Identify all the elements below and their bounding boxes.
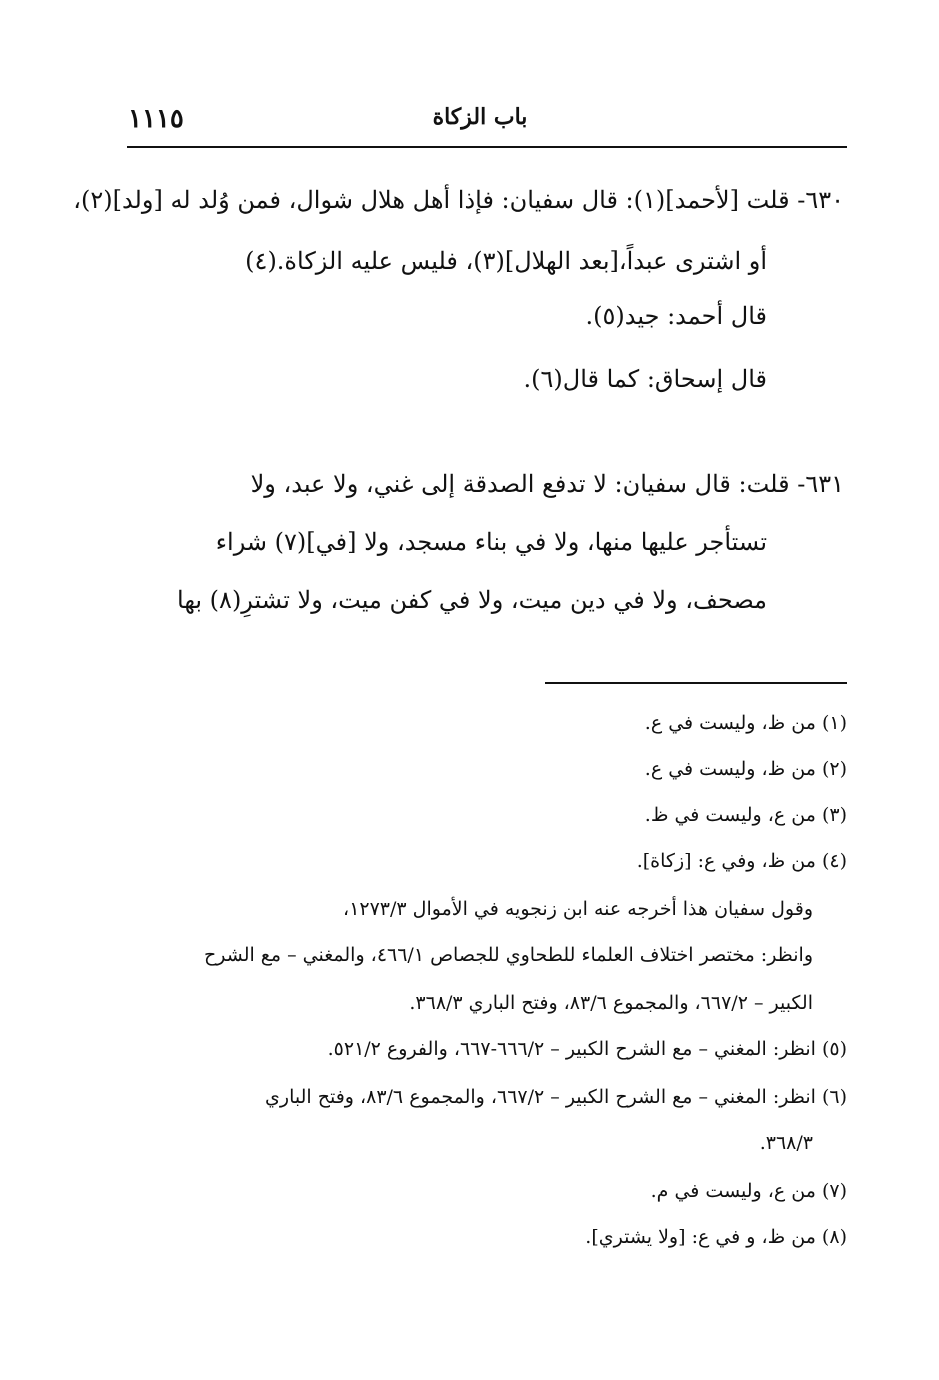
footnote-4-line-4: الكبير – ٦٦٧/٢، والمجموع ٨٣/٦، وفتح الباري ٣٦٨/٣. bbox=[409, 992, 813, 1014]
ishaq-reply: قال إسحاق: كما قال(٦). bbox=[523, 365, 767, 393]
paragraph-631-line-3: مصحف، ولا في دين ميت، ولا في كفن ميت، ولا تشترِ(٨) بها bbox=[177, 586, 767, 614]
paragraph-631-line-1: ٦٣١- قلت: قال سفيان: لا تدفع الصدقة إلى غني، ولا عبد، ولا bbox=[250, 470, 844, 498]
footnote-5: (٥) انظر: المغني – مع الشرح الكبير – ٦٦٦/٢-٦٦٧، والفروع ٥٢١/٢. bbox=[327, 1038, 847, 1060]
paragraph-630-line-2: أو اشترى عبداً،[بعد الهلال](٣)، فليس عليه الزكاة.(٤) bbox=[245, 247, 767, 275]
footnote-4-line-2: وقول سفيان هذا أخرجه عنه ابن زنجويه في الأموال ١٢٧٣/٣، bbox=[343, 898, 813, 920]
footnote-2: (٢) من ظ، وليست في ع. bbox=[644, 758, 847, 780]
paragraph-631-line-2: تستأجر عليها منها، ولا في بناء مسجد، ولا [في](٧) شراء bbox=[215, 528, 767, 556]
ahmad-reply: قال أحمد: جيد(٥). bbox=[585, 302, 767, 330]
footnote-4-line-3: وانظر: مختصر اختلاف العلماء للطحاوي للجصاص ٤٦٦/١، والمغني – مع الشرح bbox=[204, 944, 813, 966]
footnote-1: (١) من ظ، وليست في ع. bbox=[644, 712, 847, 734]
footnote-6-line-2: ٣٦٨/٣. bbox=[759, 1132, 813, 1154]
footnote-8: (٨) من ظ، و في ع: [ولا يشتري]. bbox=[585, 1226, 847, 1248]
footnote-4: (٤) من ظ، وفي ع: [زكاة]. bbox=[636, 850, 847, 872]
footnote-6: (٦) انظر: المغني – مع الشرح الكبير – ٦٦٧/٢، والمجموع ٨٣/٦، وفتح الباري bbox=[265, 1086, 847, 1108]
paragraph-630-line-1: ٦٣٠- قلت [لأحمد](١): قال سفيان: فإذا أهل هلال شوال، فمن وُلد له [ولد](٢)، bbox=[73, 186, 844, 214]
footnote-rule bbox=[545, 682, 847, 684]
running-title: باب الزكاة bbox=[432, 104, 528, 130]
header-rule bbox=[127, 146, 847, 148]
footnote-3: (٣) من ع، وليست في ظ. bbox=[644, 804, 847, 826]
footnote-7: (٧) من ع، وليست في م. bbox=[650, 1180, 847, 1202]
page-number: ١١١٥ bbox=[128, 104, 184, 134]
